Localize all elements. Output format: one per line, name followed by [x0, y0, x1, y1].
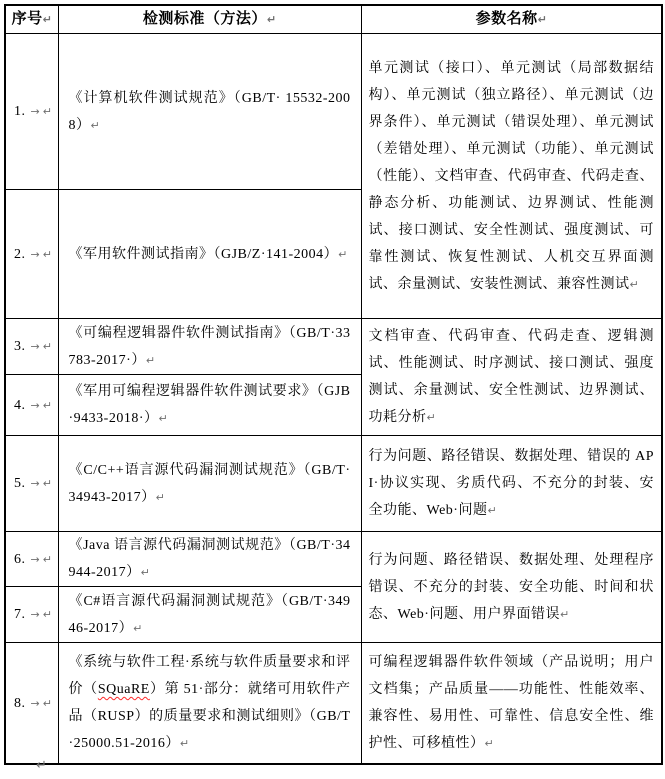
params-text: 行为问题、路径错误、数据处理、处理程序错误、不充分的封装、安全功能、时间和状态、Web·问题、用户界面错误	[368, 552, 654, 622]
paragraph-mark: ↵	[133, 621, 143, 635]
standard-text-pre: 《系统与软件工程·系统与软件质量要求和评价（	[68, 655, 351, 697]
tab-mark: →	[30, 105, 40, 118]
paragraph-mark: ↵	[629, 277, 639, 291]
standard-text: 《军用可编程逻辑器件软件测试要求》（GJB·9433-2018·）	[68, 384, 351, 426]
standard-cell-1[interactable]	[58, 34, 361, 190]
paragraph-mark: ↵	[158, 412, 168, 425]
seq-number: 8.	[14, 695, 26, 711]
seq-cell-4[interactable]	[5, 375, 58, 436]
table-header-row	[5, 5, 662, 34]
standard-cell-4[interactable]	[58, 375, 361, 436]
paragraph-mark: ↵	[537, 13, 547, 26]
standard-cell-2[interactable]	[58, 190, 361, 319]
test-standards-table	[4, 4, 663, 765]
paragraph-mark: ↵	[42, 105, 52, 118]
header-params-label: 参数名称	[475, 11, 538, 27]
paragraph-mark: ↵	[338, 247, 348, 261]
params-cell-rows-3-4[interactable]	[361, 319, 662, 436]
seq-cell-3[interactable]	[5, 319, 58, 375]
paragraph-mark: ↵	[42, 247, 52, 261]
seq-number: 5.	[14, 476, 26, 491]
tab-mark: →	[30, 608, 40, 621]
standard-cell-8[interactable]	[58, 643, 361, 765]
paragraph-mark: ↵	[90, 118, 100, 132]
paragraph-mark: ↵	[42, 608, 52, 621]
paragraph-mark: ↵	[42, 477, 52, 490]
standard-cell-6[interactable]	[58, 532, 361, 587]
paragraph-mark: ↵	[42, 398, 52, 412]
paragraph-mark: ↵	[145, 353, 156, 367]
seq-cell-2[interactable]	[5, 190, 58, 319]
misspelled-word: SQuaRE	[97, 682, 150, 697]
seq-number: 6.	[14, 551, 26, 567]
standard-text: 《Java 语言源代码漏洞测试规范》（GB/T·34944-2017）	[68, 538, 351, 580]
params-text: 行为问题、路径错误、数据处理、错误的 API·协议实现、劣质代码、不充分的封装、安全功能、Web·问题	[368, 449, 654, 518]
table-row	[5, 436, 662, 532]
params-text: 可编程逻辑器件软件领域（产品说明；用户文档集；产品质量——功能性、性能效率、兼容性、易用性、可靠性、信息安全性、维护性、可移植性）	[368, 655, 654, 751]
seq-cell-1[interactable]	[5, 34, 58, 190]
tab-mark: →	[30, 398, 40, 412]
standard-cell-7[interactable]	[58, 587, 361, 643]
standard-text-post: ）第 51·部分：就绪可用软件产品（RUSP）的质量要求和测试细则》（GB/T·25000.51-2016）	[68, 682, 351, 751]
table-row	[5, 319, 662, 375]
tab-mark: →	[30, 340, 40, 353]
header-seq[interactable]	[5, 5, 58, 34]
table-row	[5, 643, 662, 765]
header-standard[interactable]	[58, 5, 361, 34]
paragraph-mark: ↵	[42, 696, 52, 710]
paragraph-mark: ↵	[155, 490, 165, 504]
params-cell-rows-1-2[interactable]	[361, 34, 662, 319]
standard-text: 《C/C++语言源代码漏洞测试规范》（GB/T·34943-2017）	[68, 462, 351, 505]
seq-number: 7.	[14, 607, 26, 622]
paragraph-mark[interactable]: ↵	[36, 758, 47, 773]
tab-mark: →	[30, 552, 40, 566]
paragraph-mark: ↵	[266, 13, 277, 26]
params-text: 单元测试（接口）、单元测试（局部数据结构）、单元测试（独立路径）、单元测试（边界条件）、单元测试（错误处理）、单元测试（差错处理）、单元测试（功能）、单元测试（性能）、文档审查、代码审查、代码走查、静态分析、功能测试、边界测试、性能测试、接口测试、安全性测试、强度测试、可靠性测试、恢复性测试、人机交互界面测试、余量测试、安装性测试、兼容性测试	[368, 60, 654, 292]
paragraph-mark: ↵	[426, 411, 436, 424]
paragraph-mark: ↵	[42, 340, 52, 353]
seq-cell-6[interactable]	[5, 532, 58, 587]
seq-number: 2.	[14, 246, 26, 262]
header-standard-label: 检测标准（方法）	[142, 11, 267, 27]
params-cell-row-5[interactable]	[361, 436, 662, 532]
seq-cell-5[interactable]	[5, 436, 58, 532]
standard-cell-5[interactable]	[58, 436, 361, 532]
standard-text: 《C#语言源代码漏洞测试规范》（GB/T·34946-2017）	[68, 593, 351, 636]
seq-number: 4.	[14, 397, 26, 413]
standard-text: 《计算机软件测试规范》（GB/T· 15532-2008）	[68, 90, 351, 133]
paragraph-mark: ↵	[140, 566, 150, 579]
table-row	[5, 34, 662, 190]
table-row	[5, 532, 662, 587]
seq-cell-7[interactable]	[5, 587, 58, 643]
standard-text: 《军用软件测试指南》（GJB/Z·141-2004）	[68, 246, 339, 262]
params-cell-row-8[interactable]	[361, 643, 662, 765]
header-seq-label: 序号	[11, 11, 43, 27]
params-text: 文档审查、代码审查、代码走查、逻辑测试、性能测试、时序测试、接口测试、强度测试、余量测试、安全性测试、边界测试、功耗分析	[368, 329, 654, 425]
params-cell-rows-6-7[interactable]	[361, 532, 662, 643]
paragraph-mark: ↵	[179, 737, 190, 750]
paragraph-mark: ↵	[42, 13, 52, 26]
tab-mark: →	[30, 477, 40, 490]
tab-mark: →	[30, 247, 40, 261]
paragraph-mark: ↵	[42, 552, 52, 566]
paragraph-mark: ↵	[559, 607, 570, 621]
seq-number: 1.	[14, 104, 26, 119]
tab-mark: →	[30, 696, 40, 710]
header-params[interactable]	[361, 5, 662, 34]
standard-cell-3[interactable]	[58, 319, 361, 375]
paragraph-mark: ↵	[484, 737, 494, 750]
seq-number: 3.	[14, 339, 26, 354]
paragraph-mark: ↵	[487, 504, 497, 517]
standard-text: 《可编程逻辑器件软件测试指南》（GB/T·33783-2017·）	[68, 325, 351, 368]
seq-cell-8[interactable]	[5, 643, 58, 765]
